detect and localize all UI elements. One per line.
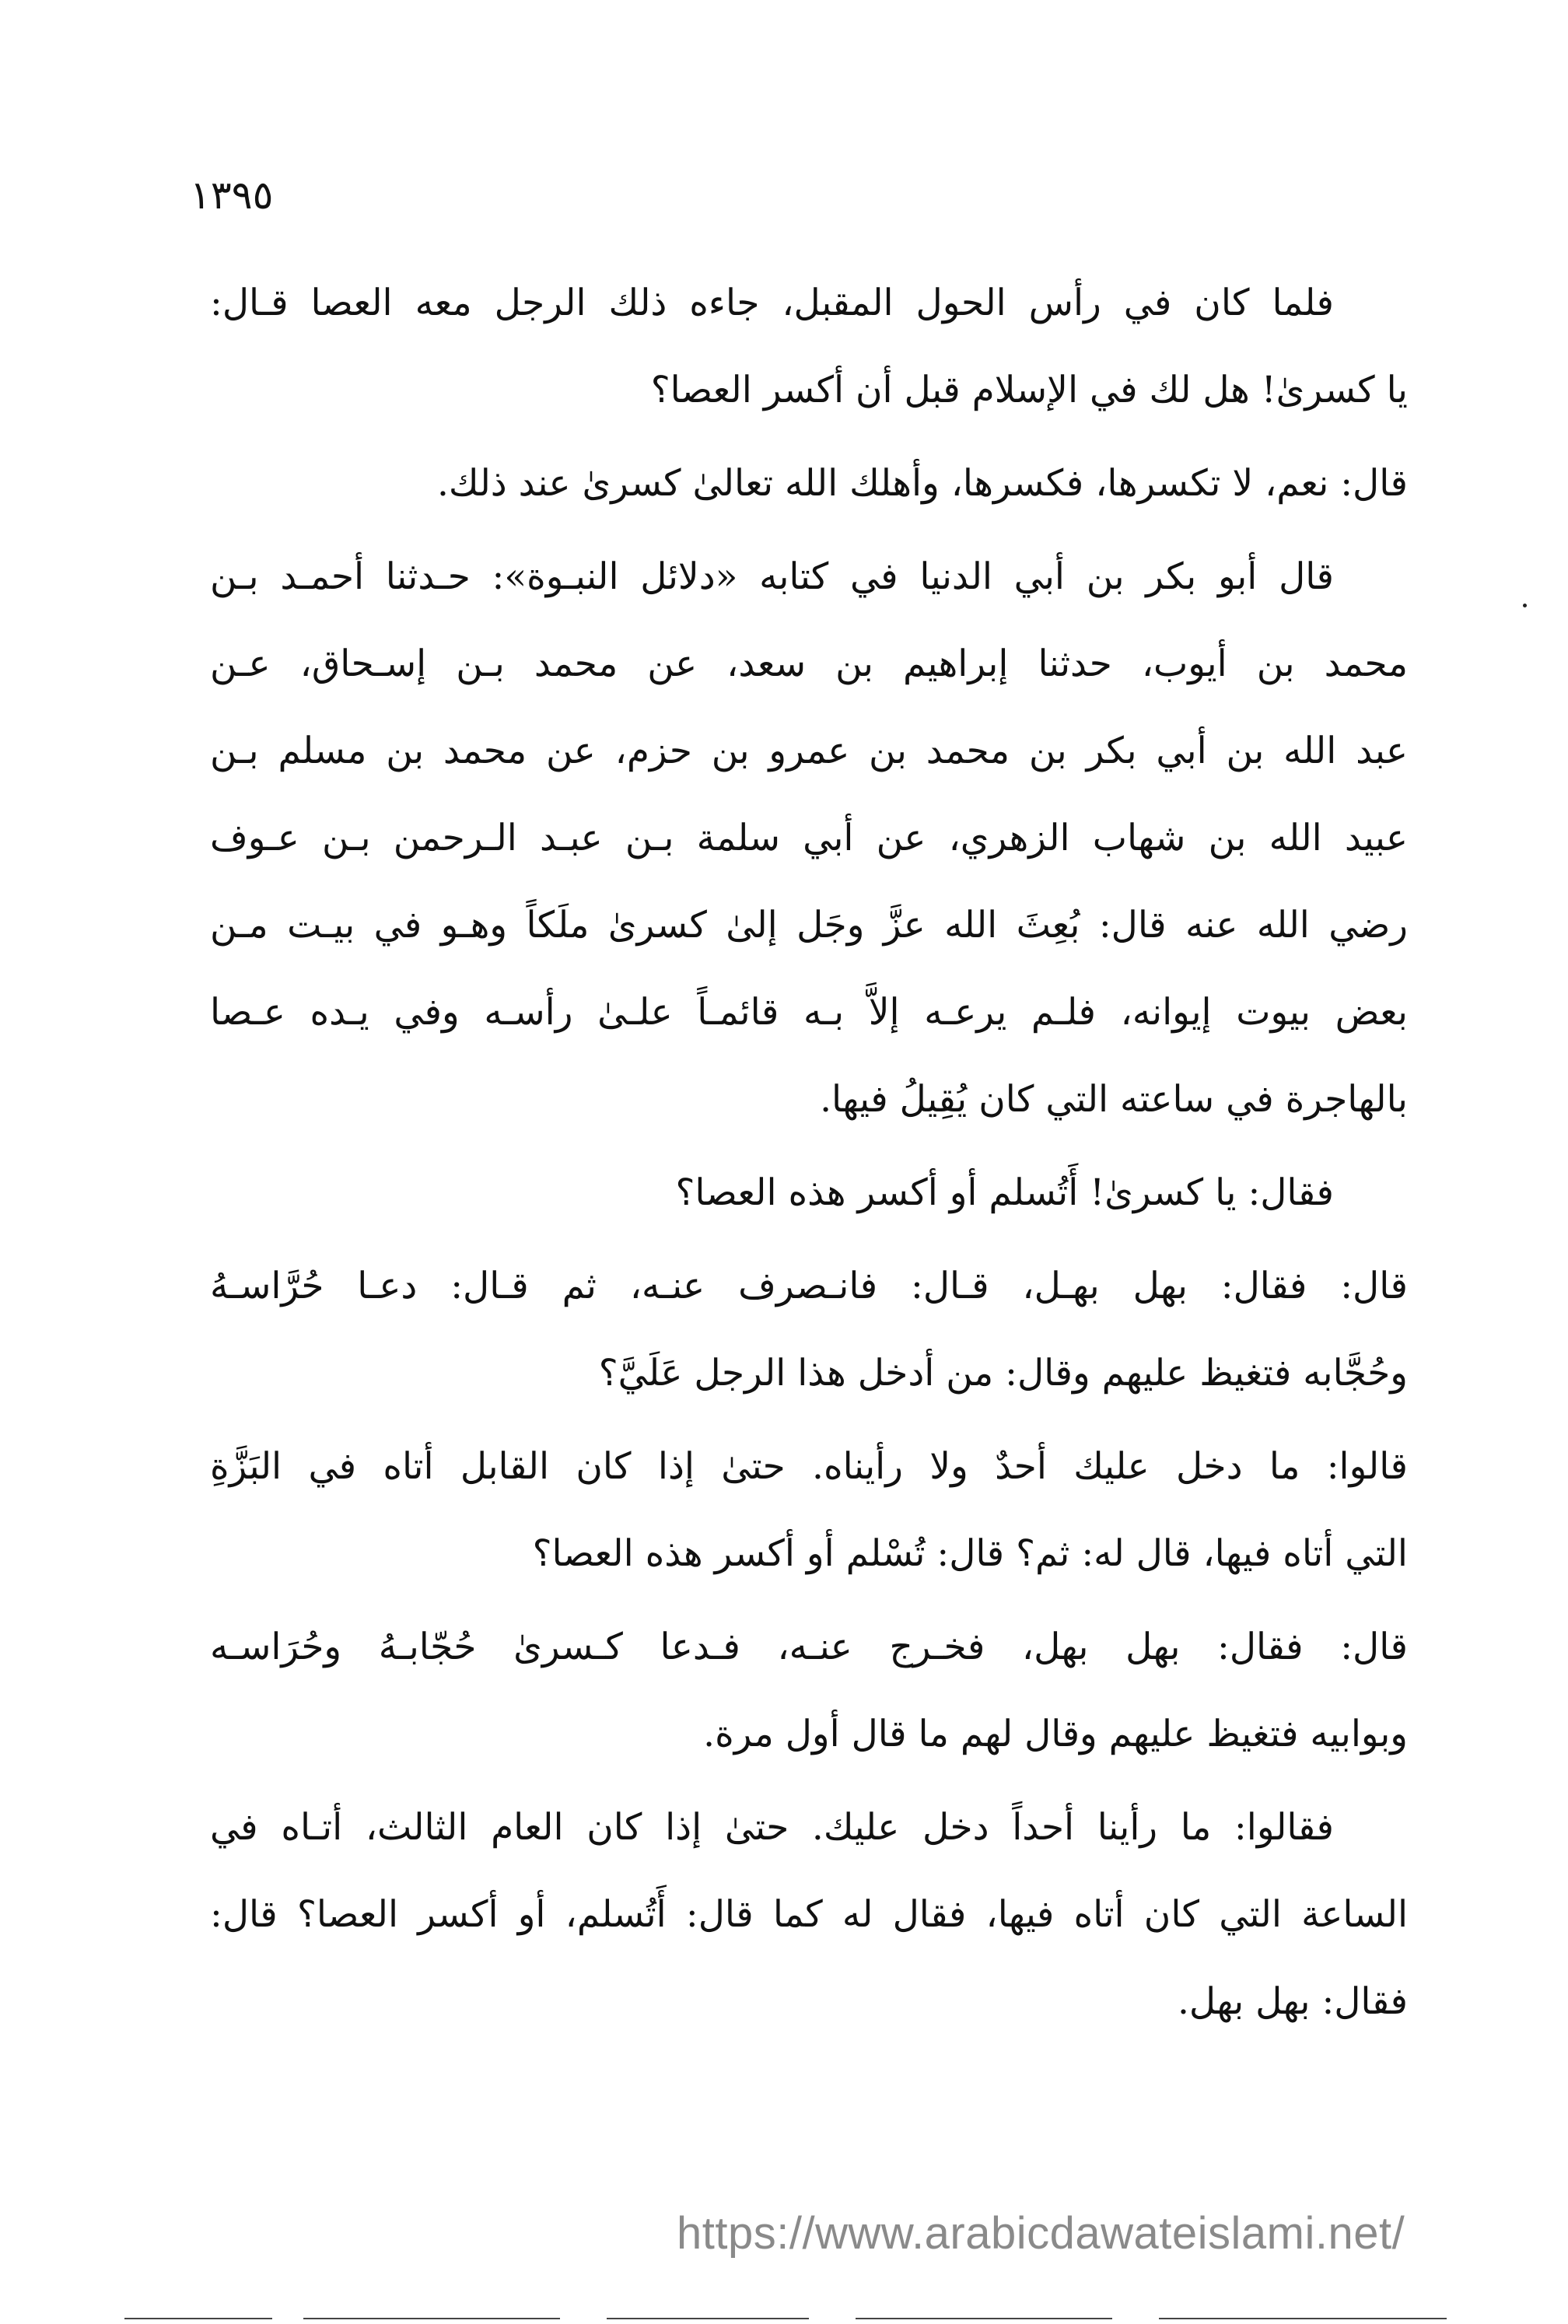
text-line: قال: نعم، لا تكسرها، فكسرها، وأهلك الله تعالىٰ كسرىٰ عند ذلك. — [436, 462, 1408, 505]
text-line: فلما كان في رأس الحول المقبل، جاءه ذلك الرجل معه العصا قـال: — [210, 282, 1334, 324]
page-number: ١٣٩٥ — [190, 173, 274, 218]
rule-segment — [124, 2318, 272, 2319]
body-text — [210, 260, 1408, 2046]
text-line: التي أتاه فيها، قال له: ثم؟ قال: تُسْلم أو أكسر هذه العصا؟ — [532, 1532, 1408, 1575]
text-line: محمد بن أيوب، حدثنا إبراهيم بن سعد، عن محمد بـن إسـحاق، عـن — [210, 642, 1408, 685]
text-line: قال أبو بكر بن أبي الدنيا في كتابه «دلائل النبـوة»: حـدثنا أحمـد بـن — [210, 555, 1334, 598]
text-line: فقال: يا كسرىٰ! أَتُسلم أو أكسر هذه العصا؟ — [675, 1171, 1334, 1214]
bottom-rule — [124, 2318, 1447, 2321]
rule-segment — [1159, 2318, 1447, 2319]
text-line: فقالوا: ما رأينا أحداً دخل عليك. حتىٰ إذا كان العام الثالث، أتـاه في — [210, 1806, 1334, 1849]
text-line: بعض بيوت إيوانه، فلـم يرعـه إلاَّ بـه قائمـاً علـىٰ رأسـه وفي يـده عـصا — [210, 991, 1408, 1034]
rule-segment — [303, 2318, 560, 2319]
text-line: بالهاجرة في ساعته التي كان يُقِيلُ فيها. — [820, 1078, 1408, 1121]
text-line: عبد الله بن أبي بكر بن محمد بن عمرو بن حزم، عن محمد بن مسلم بـن — [210, 730, 1408, 772]
text-line: عبيد الله بن شهاب الزهري، عن أبي سلمة بـن عبـد الـرحمن بـن عـوف — [210, 817, 1408, 859]
text-line: الساعة التي كان أتاه فيها، فقال له كما قال: أَتُسلم، أو أكسر العصا؟ قال: — [210, 1893, 1408, 1936]
rule-segment — [856, 2318, 1112, 2319]
text-line: فقال: بهل بهل. — [1177, 1980, 1408, 2023]
text-line: قال: فقال: بهل بهـل، قـال: فانـصرف عنـه، ثم قـال: دعـا حُرَّاسـهُ — [210, 1265, 1408, 1307]
text-line: وحُجَّابه فتغيظ عليهم وقال: من أدخل هذا الرجل عَلَيَّ؟ — [598, 1352, 1408, 1395]
text-line: قال: فقال: بهل بهل، فخـرج عنـه، فـدعا كـسرىٰ حُجّابـهُ وحُرَاسـه — [210, 1626, 1408, 1668]
watermark-url: https://www.arabicdawateislami.net/ — [677, 2208, 1405, 2259]
text-line: رضي الله عنه قال: بُعِثَ الله عزَّ وجَل إلىٰ كسرىٰ ملَكاً وهـو في بيـت مـن — [210, 904, 1408, 947]
rule-segment — [607, 2318, 809, 2319]
text-line: قالوا: ما دخل عليك أحدٌ ولا رأيناه. حتىٰ إذا كان القابل أتاه في البَزَّةِ — [210, 1445, 1408, 1488]
margin-dot — [1523, 604, 1527, 607]
text-line: وبوابيه فتغيظ عليهم وقال لهم ما قال أول مرة. — [703, 1713, 1408, 1755]
text-line: يا كسرىٰ! هل لك في الإسلام قبل أن أكسر العصا؟ — [650, 369, 1408, 411]
